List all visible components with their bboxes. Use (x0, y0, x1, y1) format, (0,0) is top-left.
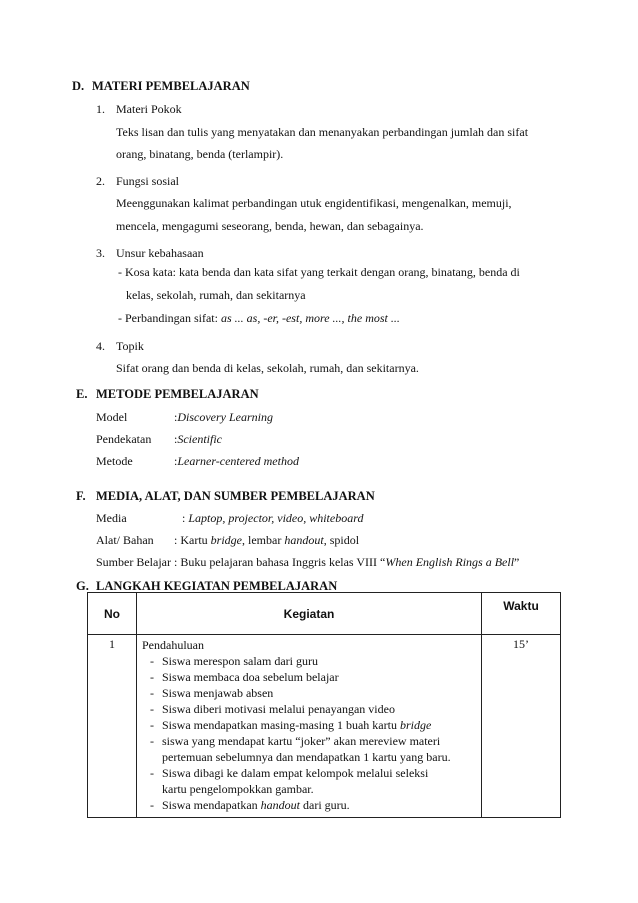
e-row-metode: Metode :Learner-centered method (96, 454, 299, 468)
list-item: - Siswa mendapatkan masing-masing 1 buah kartu bridge (150, 717, 477, 733)
section-f-title: MEDIA, ALAT, DAN SUMBER PEMBELAJARAN (96, 489, 375, 503)
header-kegiatan: Kegiatan (137, 593, 482, 635)
row-kegiatan-title: Pendahuluan (142, 638, 204, 652)
d-item-4-line-1: Sifat orang dan benda di kelas, sekolah, rumah, dan sekitarnya. (116, 361, 419, 375)
d-item-2-line-1: Meenggunakan kalimat perbandingan utuk engidentifikasi, mengenalkan, memuji, (116, 196, 512, 210)
section-d-letter: D. (72, 79, 85, 93)
section-g-letter: G. (76, 579, 89, 593)
section-d-heading (72, 79, 250, 94)
section-e-heading (76, 387, 259, 402)
d-item-3-bullet-2: - Perbandingan sifat: as ... as, -er, -est, more ..., the most ... (118, 311, 400, 325)
d-item-3-bullet-1a: - Kosa kata: kata benda dan kata sifat yang terkait dengan orang, binatang, benda di (118, 265, 520, 279)
list-item: - Siswa menjawab absen (150, 685, 477, 701)
d-item-1-line-1: Teks lisan dan tulis yang menyatakan dan menanyakan perbandingan jumlah dan sifat (116, 125, 529, 139)
d-item-3-bullet-1b: kelas, sekolah, rumah, dan sekitarnya (126, 288, 306, 302)
table-row (88, 635, 561, 818)
header-no: No (88, 593, 137, 635)
list-item: - Siswa merespon salam dari guru (150, 653, 477, 669)
d-item-3-title: 3. Unsur kebahasaan (96, 246, 204, 260)
d-item-1-title: 1. Materi Pokok (96, 102, 182, 116)
section-f-letter: F. (76, 489, 86, 503)
f-row-sumber: Sumber Belajar : Buku pelajaran bahasa Inggris kelas VIII “When English Rings a Bell” (96, 555, 520, 569)
f-row-alat: Alat/ Bahan : Kartu bridge, lembar handout, spidol (96, 533, 360, 547)
section-e-letter: E. (76, 387, 88, 401)
kegiatan-table (87, 592, 561, 818)
e-row-pendekatan: Pendekatan :Scientific (96, 432, 222, 446)
row-waktu: 15’ (482, 635, 561, 818)
list-item: - Siswa dibagi ke dalam empat kelompok melalui seleksi kartu pengelompokkan gambar. (150, 765, 477, 797)
f-row-media: Media : Laptop, projector, video, whiteboard (96, 511, 364, 525)
d-item-1-line-2: orang, binatang, benda (terlampir). (116, 147, 284, 161)
d-item-4-title: 4. Topik (96, 339, 144, 353)
list-item: - Siswa membaca doa sebelum belajar (150, 669, 477, 685)
e-row-model: Model :Discovery Learning (96, 410, 273, 424)
d-item-2-title: 2. Fungsi sosial (96, 174, 180, 188)
section-g-title: LANGKAH KEGIATAN PEMBELAJARAN (96, 579, 338, 593)
list-item: - siswa yang mendapat kartu “joker” akan mereview materi pertemuan sebelumnya dan mendapatkan 1 kartu yang baru. (150, 733, 477, 765)
section-f-heading (76, 489, 375, 504)
list-item: - Siswa mendapatkan handout dari guru. (150, 797, 477, 813)
section-e-title: METODE PEMBELAJARAN (96, 387, 259, 401)
activity-list (142, 653, 477, 813)
section-d-title: MATERI PEMBELAJARAN (92, 79, 250, 93)
header-waktu: Waktu (482, 593, 561, 635)
d-item-2-line-2: mencela, mengagumi seseorang, benda, hewan, dan sebagainya. (116, 219, 424, 233)
row-no: 1 (88, 635, 137, 818)
table-header-row (88, 593, 561, 635)
list-item: - Siswa diberi motivasi melalui penayangan video (150, 701, 477, 717)
row-kegiatan (137, 635, 482, 818)
